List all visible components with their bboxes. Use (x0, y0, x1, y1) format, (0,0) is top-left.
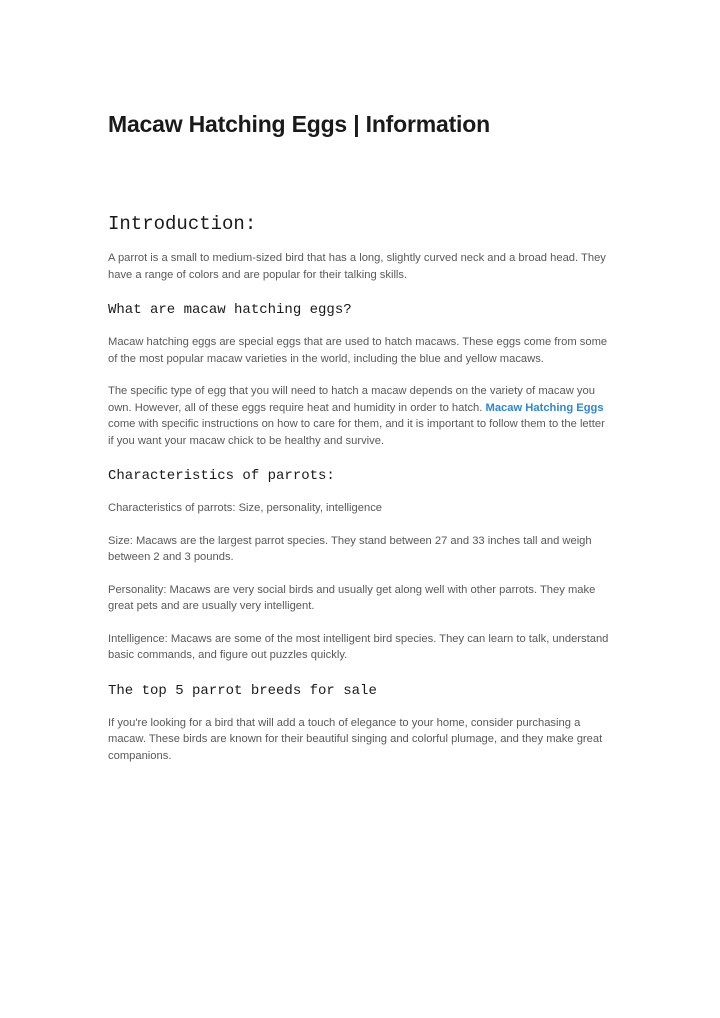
characteristics-summary: Characteristics of parrots: Size, personality, intelligence (108, 502, 383, 514)
introduction-heading: Introduction: (108, 213, 257, 235)
top5-heading: The top 5 parrot breeds for sale (108, 682, 377, 699)
page-title: Macaw Hatching Eggs | Information (108, 111, 490, 137)
what-are-paragraph-1: Macaw hatching eggs are special eggs that are used to hatch macaws. These eggs come from some of the most popular macaw varieties in the world, including the blue and yellow macaws. (108, 336, 608, 365)
characteristics-heading: Characteristics of parrots: (108, 468, 335, 484)
what-are-paragraph-2 (108, 383, 613, 449)
document-content (108, 108, 613, 764)
characteristics-size: Size: Macaws are the largest parrot species. They stand between 27 and 33 inches tall and weigh between 2 and 3 pounds. (108, 534, 592, 563)
introduction-paragraph: A parrot is a small to medium-sized bird that has a long, slightly curved neck and a broad head. They have a range of colors and are popular for their talking skills. (108, 252, 606, 281)
what-are-paragraph-2-end: come with specific instructions on how to care for them, and it is important to follow them to the letter if you want your macaw chick to be healthy and survive. (108, 418, 605, 447)
macaw-hatching-eggs-link[interactable]: Macaw Hatching Eggs (485, 401, 604, 414)
what-are-heading: What are macaw hatching eggs? (108, 302, 352, 318)
characteristics-intelligence: Intelligence: Macaws are some of the most intelligent bird species. They can learn to talk, understand basic commands, and figure out puzzles quickly. (108, 632, 609, 661)
characteristics-personality: Personality: Macaws are very social birds and usually get along well with other parrots. They make great pets and are usually very intelligent. (108, 583, 596, 612)
what-are-paragraph-2-start: The specific type of egg that you will need to hatch a macaw depends on the variety of macaw you own. However, all of these eggs require heat and humidity in order to hatch. (108, 385, 595, 414)
top5-paragraph: If you're looking for a bird that will add a touch of elegance to your home, consider purchasing a macaw. These birds are known for their beautiful singing and colorful plumage, and they make great companions. (108, 716, 603, 762)
